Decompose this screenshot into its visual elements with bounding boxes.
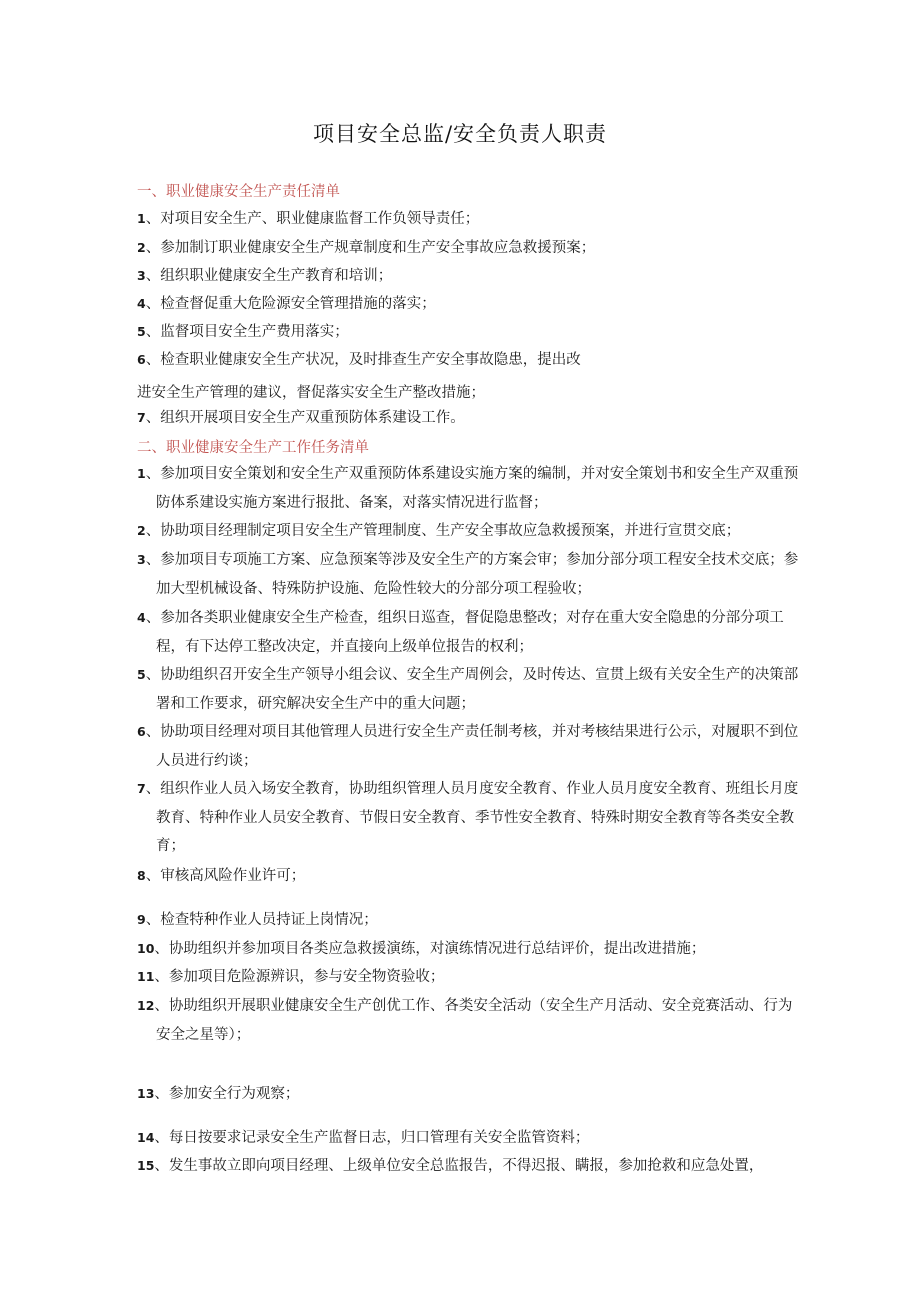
item-number: 4 <box>137 296 146 311</box>
item-text: 、参加各类职业健康安全生产检查，组织日巡查，督促隐患整改；对存在重大安全隐患的分部分项工程，有下达停工整改决定，并直接向上级单位报告的权利； <box>145 610 784 655</box>
item-number: 3 <box>137 552 146 567</box>
list-item <box>137 234 595 262</box>
item-text: 、检查职业健康安全生产状况，及时排查生产安全事故隐患，提出改 <box>145 352 581 368</box>
item-continuation: 进安全生产管理的建议，督促落实安全生产整改措施； <box>137 385 485 401</box>
list-item <box>137 661 806 718</box>
section-heading-1: 一、职业健康安全生产责任清单 <box>137 184 340 200</box>
list-item <box>137 318 349 346</box>
item-text: 、每日按要求记录安全生产监督日志，归口管理有关安全监管资料； <box>154 1130 590 1146</box>
list-item <box>137 862 806 891</box>
item-text: 、协助项目经理对项目其他管理人员进行安全生产责任制考核，并对考核结果进行公示，对履职不到位人员进行约谈； <box>145 724 799 769</box>
item-number: 10 <box>137 941 155 956</box>
list-item <box>137 404 465 432</box>
item-text: 、参加项目危险源辨识，参与安全物资验收； <box>154 969 445 985</box>
section-heading-2: 二、职业健康安全生产工作任务清单 <box>137 440 369 456</box>
item-text: 、检查督促重大危险源安全管理措施的落实； <box>145 296 436 312</box>
list-item <box>137 1080 806 1109</box>
item-number: 2 <box>137 523 146 538</box>
item-number: 1 <box>137 211 146 226</box>
list-item <box>137 205 479 233</box>
item-text: 、发生事故立即向项目经理、上级单位安全总监报告，不得迟报、瞒报，参加抢救和应急处置， <box>154 1158 764 1174</box>
list-item <box>137 775 806 861</box>
item-number: 12 <box>137 998 155 1013</box>
item-text: 、组织作业人员入场安全教育，协助组织管理人员月度安全教育、作业人员月度安全教育、班组长月度教育、特种作业人员安全教育、节假日安全教育、季节性安全教育、特殊时期安全教育等各类安全教育； <box>145 781 799 854</box>
list-item <box>137 963 806 992</box>
item-text: 、协助组织开展职业健康安全生产创优工作、各类安全活动（安全生产月活动、安全竞赛活动、行为安全之星等）； <box>154 998 793 1043</box>
item-text: 、对项目安全生产、职业健康监督工作负领导责任； <box>145 211 480 227</box>
item-number: 2 <box>137 240 146 255</box>
item-text: 、组织开展项目安全生产双重预防体系建设工作。 <box>145 410 465 426</box>
item-text: 、参加制订职业健康安全生产规章制度和生产安全事故应急救援预案； <box>145 240 596 256</box>
item-text: 、审核高风险作业许可； <box>145 868 306 884</box>
item-text: 、协助组织并参加项目各类应急救援演练，对演练情况进行总结评价，提出改进措施； <box>154 941 706 957</box>
list-item <box>137 1124 806 1153</box>
item-number: 7 <box>137 410 146 425</box>
list-item <box>137 290 436 318</box>
item-text: 、参加项目安全策划和安全生产双重预防体系建设实施方案的编制，并对安全策划书和安全生产双重预防体系建设实施方案进行报批、备案，对落实情况进行监督； <box>145 466 799 511</box>
item-number: 5 <box>137 324 146 339</box>
list-item <box>137 906 806 935</box>
list-item <box>137 262 392 290</box>
item-number: 14 <box>137 1130 155 1145</box>
item-number: 4 <box>137 610 146 625</box>
item-number: 6 <box>137 352 146 367</box>
list-item <box>137 718 806 775</box>
item-number: 6 <box>137 724 146 739</box>
item-number: 8 <box>137 868 146 883</box>
item-number: 1 <box>137 466 146 481</box>
list-item <box>137 460 806 517</box>
list-item <box>137 517 806 546</box>
item-text: 、协助组织召开安全生产领导小组会议、安全生产周例会，及时传达、宣贯上级有关安全生产的决策部署和工作要求，研究解决安全生产中的重大问题； <box>145 667 799 712</box>
list-item <box>137 346 581 374</box>
item-number: 11 <box>137 969 155 984</box>
item-text: 、检查特种作业人员持证上岗情况； <box>145 912 378 928</box>
list-item <box>137 1152 806 1181</box>
item-number: 13 <box>137 1086 155 1101</box>
item-text: 、协助项目经理制定项目安全生产管理制度、生产安全事故应急救援预案，并进行宣贯交底； <box>145 523 741 539</box>
item-text: 、参加安全行为观察； <box>154 1086 300 1102</box>
list-item <box>137 604 806 661</box>
item-text: 、监督项目安全生产费用落实； <box>145 324 349 340</box>
item-text: 、组织职业健康安全生产教育和培训； <box>145 268 393 284</box>
list-item <box>137 546 806 603</box>
item-text: 、参加项目专项施工方案、应急预案等涉及安全生产的方案会审；参加分部分项工程安全技术交底；参加大型机械设备、特殊防护设施、危险性较大的分部分项工程验收； <box>145 552 799 597</box>
page-title: 项目安全总监/安全负责人职责 <box>312 122 608 146</box>
list-item <box>137 935 806 964</box>
item-number: 7 <box>137 781 146 796</box>
item-number: 9 <box>137 912 146 927</box>
item-number: 5 <box>137 667 146 682</box>
item-number: 15 <box>137 1158 155 1173</box>
list-item <box>137 992 806 1049</box>
item-number: 3 <box>137 268 146 283</box>
